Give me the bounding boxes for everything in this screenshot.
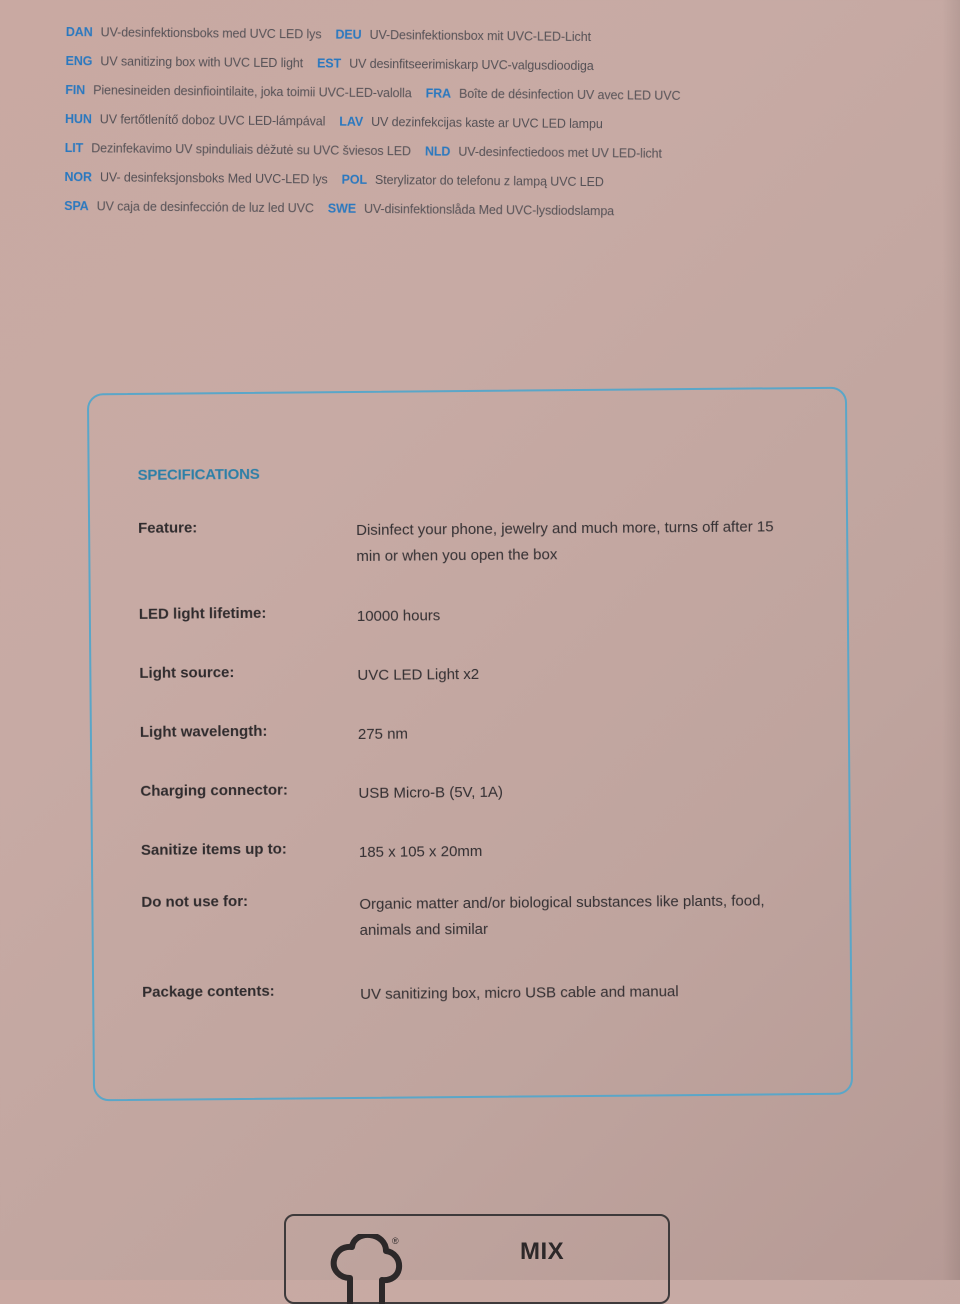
spec-value: 185 x 105 x 20mm: [358, 842, 483, 861]
language-description: Pienesineiden desinfiointilaite, joka toimii UVC-LED-valolla: [93, 83, 412, 101]
language-code: FIN: [65, 82, 86, 98]
spec-row: [141, 888, 801, 946]
language-code: HUN: [64, 111, 92, 127]
spec-value: USB Micro-B (5V, 1A): [358, 783, 503, 802]
language-code: POL: [341, 172, 368, 187]
language-code: LIT: [64, 140, 84, 156]
language-description: UV fertőtlenítő doboz UVC LED-lámpával: [99, 112, 326, 129]
language-code: SWE: [327, 201, 357, 216]
language-description: UV caja de desinfección de luz led UVC: [96, 199, 314, 216]
spec-label: Sanitize items up to:: [140, 840, 287, 859]
spec-label: Charging connector:: [140, 781, 288, 800]
spec-value: Organic matter and/or biological substances like plants, food, animals and similar: [359, 892, 765, 939]
language-code: ENG: [65, 53, 93, 69]
spec-label: Light wavelength:: [139, 722, 268, 741]
certification-logo: [284, 1214, 670, 1304]
language-description: UV-Desinfektionsbox mit UVC-LED-Licht: [369, 27, 591, 45]
spec-row: [141, 836, 801, 868]
spec-row: [140, 777, 800, 809]
language-code: NOR: [64, 169, 93, 185]
registered-mark: ®: [392, 1236, 399, 1246]
language-code: EST: [317, 56, 342, 71]
specifications-panel: [87, 387, 853, 1102]
spec-row: [142, 978, 802, 1010]
spec-row: [139, 659, 799, 691]
spec-value: UV sanitizing box, micro USB cable and manual: [360, 983, 679, 1003]
spec-row: [139, 600, 799, 632]
language-list: [64, 18, 926, 229]
spec-label: Feature:: [138, 519, 198, 537]
language-code: DEU: [335, 27, 362, 42]
language-description: UV-disinfektionslåda Med UVC-lysdiodslampa: [363, 201, 615, 219]
spec-value: UVC LED Light x2: [357, 665, 480, 684]
language-code: SPA: [64, 198, 89, 214]
language-code: DAN: [65, 24, 93, 40]
page-edge-shadow: [942, 0, 960, 1280]
language-description: UV-desinfectiedoos met UV LED-licht: [458, 144, 662, 161]
language-description: UV dezinfekcijas kaste ar UVC LED lampu: [371, 114, 603, 132]
language-description: UV sanitizing box with UVC LED light: [100, 54, 304, 71]
language-description: UV-desinfektionsboks med UVC LED lys: [100, 25, 322, 42]
spec-label: LED light lifetime:: [138, 604, 267, 623]
language-description: UV- desinfeksjonsboks Med UVC-LED lys: [99, 170, 328, 187]
tree-icon: [330, 1234, 404, 1304]
specifications-content: [138, 461, 803, 1010]
spec-label: Do not use for:: [141, 892, 249, 911]
spec-label: Package contents:: [142, 982, 275, 1001]
language-description: Boîte de désinfection UV avec LED UVC: [458, 86, 681, 103]
language-code: LAV: [339, 114, 364, 129]
specifications-title: SPECIFICATIONS: [137, 465, 260, 484]
language-description: Sterylizator do telefonu z lampą UVC LED: [374, 172, 604, 190]
language-code: NLD: [424, 144, 451, 159]
spec-value: 275 nm: [357, 725, 409, 743]
logo-mix-label: MIX: [520, 1238, 565, 1265]
spec-row: [138, 514, 798, 572]
language-code: FRA: [425, 86, 452, 101]
spec-row: [140, 718, 800, 750]
spec-value: Disinfect your phone, jewelry and much more, turns off after 15 min or when you open the box: [356, 518, 774, 565]
spec-value: 10000 hours: [356, 607, 441, 625]
language-description: UV desinfitseerimiskarp UVC-valgusdioodiga: [349, 56, 594, 74]
spec-label: Light source:: [139, 664, 235, 682]
language-description: Dezinfekavimo UV spinduliais dėžutė su UVC šviesos LED: [91, 141, 412, 159]
